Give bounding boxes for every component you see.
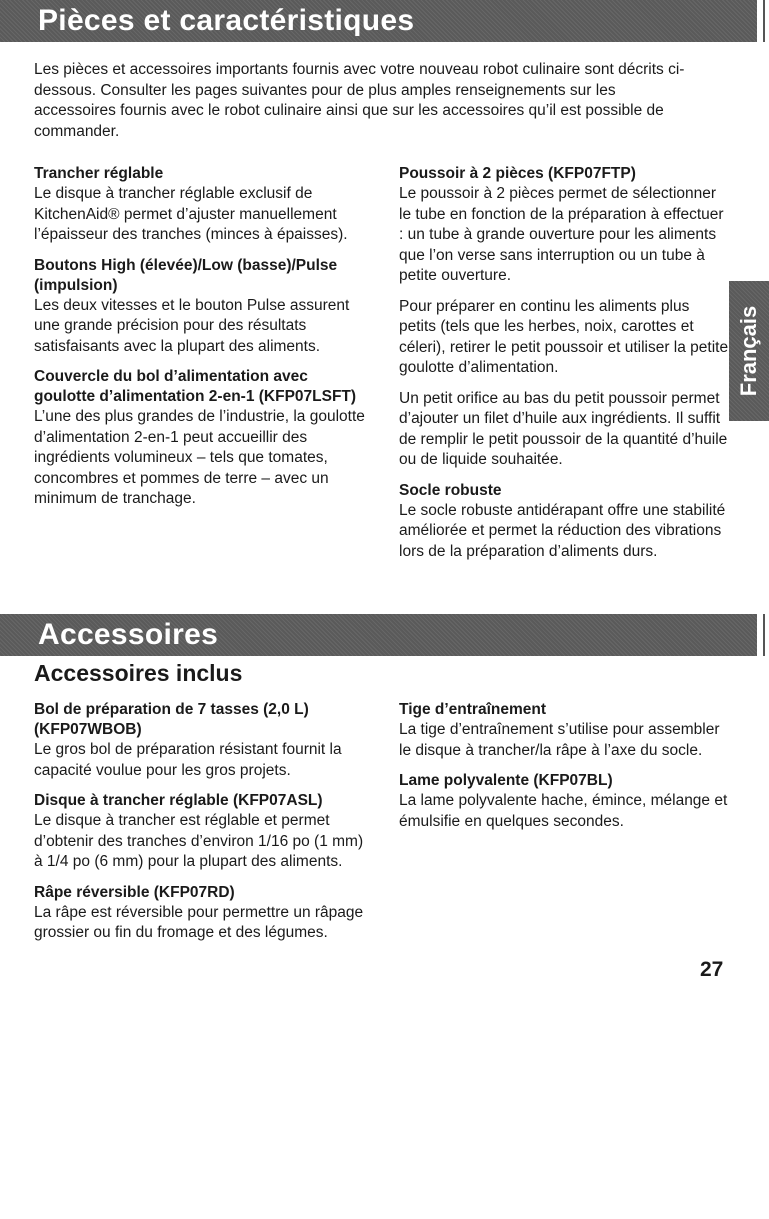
feature-base: [399, 481, 729, 563]
accessory-bowl: [34, 700, 374, 781]
feature-body: Un petit orifice au bas du petit poussoir permet d’ajouter un filet d’huile aux ingrédients. Il suffit de remplir le petit poussoir de la quantité d’huile ou de liquide souhaitée.: [399, 389, 728, 468]
banner-edge-bar: [763, 0, 765, 42]
features-right-column: [399, 164, 729, 572]
feature-body: L’une des plus grandes de l’industrie, la goulotte d’alimentation 2-en-1 peut accueillir des ingrédients volumineux – tels que tomates, concombres et pommes de terre – avec un minimum de tranchage.: [34, 408, 365, 507]
feature-pusher: [399, 164, 729, 287]
feature-body: Pour préparer en continu les aliments plus petits (tels que les herbes, noix, carottes et céleri), retirer le petit poussoir et utiliser la petite goulotte d’alimentation.: [399, 297, 729, 376]
accessory-title: Lame polyvalente (KFP07BL): [399, 772, 613, 789]
feature-speed-buttons: [34, 256, 369, 358]
section-heading: Accessoires inclus: [34, 660, 243, 686]
feature-body: Le poussoir à 2 pièces permet de sélectionner le tube en fonction de la préparation à effectuer : un tube à grande ouverture pour les aliments que l’on verse sans interruption ou un tube à petite ouverture.: [399, 185, 724, 284]
feature-title: Poussoir à 2 pièces (KFP07FTP): [399, 165, 636, 182]
feature-feed-tube-lid: [34, 367, 369, 510]
feature-title: Trancher réglable: [34, 165, 164, 182]
accessory-body: La tige d’entraînement s’utilise pour assembler le disque à trancher/la râpe à l’axe du socle.: [399, 721, 720, 759]
feature-title: Couvercle du bol d’alimentation avec goulotte d’alimentation 2-en-1 (KFP07LSFT): [34, 368, 357, 405]
accessory-title: Tige d’entraînement: [399, 701, 546, 718]
intro-text: Les pièces et accessoires importants fournis avec votre nouveau robot culinaire sont décrits ci-dessous. Consulter les pages suivantes pour de plus amples renseignements sur les accessoires fournis avec le robot culinaire ainsi que sur les accessoires qu’il est possible de commander.: [34, 61, 685, 140]
feature-title: Boutons High (élevée)/Low (basse)/Pulse (impulsion): [34, 256, 338, 294]
page-number: 27: [700, 958, 724, 981]
accessory-title: Disque à trancher réglable (KFP07ASL): [34, 792, 323, 809]
language-label: Français: [736, 305, 761, 397]
banner-title-accessories: Accessoires: [38, 618, 219, 651]
feature-body: Le socle robuste antidérapant offre une stabilité améliorée et permet la réduction des vibrations lors de la préparation d’aliments durs.: [399, 501, 726, 560]
accessory-body: Le gros bol de préparation résistant fournit la capacité voulue pour les gros projets.: [34, 741, 342, 779]
accessory-multipurpose-blade: [399, 771, 729, 832]
accessory-body: La râpe est réversible pour permettre un râpage grossier ou fin du fromage et des légumes.: [34, 903, 364, 941]
accessory-title: Râpe réversible (KFP07RD): [34, 883, 235, 901]
language-side-tab: [729, 281, 769, 421]
accessory-slicing-disc: [34, 791, 374, 873]
features-left-column: [34, 164, 369, 520]
accessory-drive-adapter: [399, 700, 729, 761]
banner-title-parts: Pièces et caractéristiques: [38, 4, 415, 37]
intro-paragraph: [34, 60, 694, 152]
section-banner-accessories: [0, 614, 757, 656]
accessory-body: Le disque à trancher est réglable et permet d’obtenir des tranches d’environ 1/16 po (1 mm) à 1/4 po (6 mm) pour la plupart des aliments.: [34, 812, 364, 870]
section-banner-parts: [0, 0, 757, 42]
banner-edge-bar: [763, 614, 765, 656]
accessories-right-column: [399, 700, 729, 842]
feature-adjustable-slicer: [34, 164, 369, 246]
feature-title: Socle robuste: [399, 481, 502, 499]
accessory-body: La lame polyvalente hache, émince, mélange et émulsifie en quelques secondes.: [399, 792, 728, 830]
accessory-title: Bol de préparation de 7 tasses (2,0 L) (KFP07WBOB): [34, 701, 309, 738]
feature-body: Les deux vitesses et le bouton Pulse assurent une grande précision pour des résultats satisfaisants avec la plupart des aliments.: [34, 296, 350, 355]
accessory-shredding-disc: [34, 883, 374, 944]
accessories-left-column: [34, 700, 374, 954]
feature-body: Le disque à trancher réglable exclusif de KitchenAid® permet d’ajuster manuellement l’épaisseur des tranches (minces à épaisses).: [34, 185, 348, 243]
